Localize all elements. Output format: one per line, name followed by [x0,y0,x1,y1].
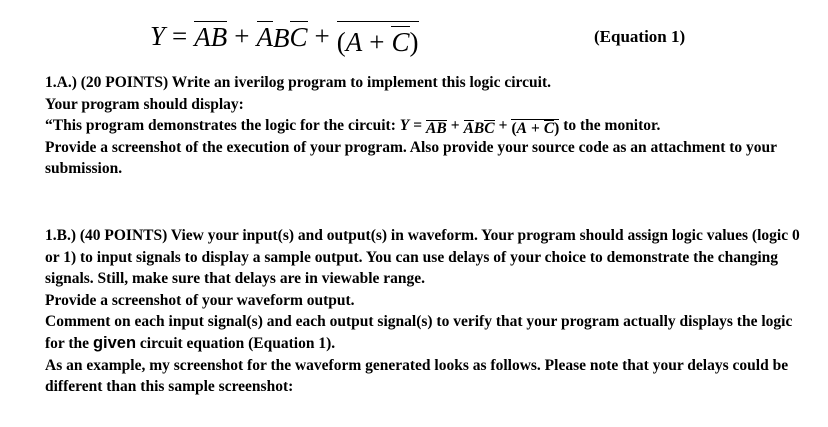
section-1a-provide: Provide a screenshot of the execution of your program. Also provide your source code as an attachment to your submission. [45,138,777,178]
eq-term3-c: C [391,27,410,57]
eq-plus: + [234,21,250,51]
section-1a-display-intro: Your program should display: [45,95,244,113]
eq-term2-c: C [289,22,308,52]
section-1b [45,225,815,398]
eq-equals: = [172,21,188,51]
section-1a [45,72,815,180]
eq-term3: (A + C) [337,21,419,56]
eq-term2-a: A [256,22,273,52]
eq-plus: + [314,21,330,51]
equation-label: (Equation 1) [594,27,686,46]
section-1a-quote: “This program demonstrates the logic for the circuit: Y = AB + A B C + (A + C) to the monitor. [45,117,661,137]
eq-term2-b: B [273,22,290,53]
eq-term1-var: B [210,22,228,52]
section-1b-comment: Comment on each input signal(s) and each output signal(s) to verify that your program actually displays the logic for the given circuit equation (Equation 1). [45,313,793,352]
eq-term1 [194,21,227,51]
eq-term1-var: A [194,22,211,52]
given-word: given [92,333,137,352]
section-1a-heading: 1.A.) (20 POINTS) Write an iverilog program to implement this logic circuit. [45,74,551,91]
equation-line [0,18,828,62]
eq-lhs: Y [150,21,166,51]
section-1b-heading: 1.B.) (40 POINTS) View your input(s) and output(s) in waveform. Your program should assign logic values (logic 0 or 1) to input signals to display a sample output. You can use delays of your choice to demonstrate the changing signals. Still, make sure that delays are in viewable range. [45,227,800,288]
inline-equation: Y = AB + A B C + (A + C) [399,117,560,137]
section-1b-provide: Provide a screenshot of your waveform output. [45,291,355,309]
main-equation [150,18,419,56]
section-1b-example: As an example, my screenshot for the waveform generated looks as follows. Please note that your delays could be different than this sample screenshot: [45,356,789,396]
